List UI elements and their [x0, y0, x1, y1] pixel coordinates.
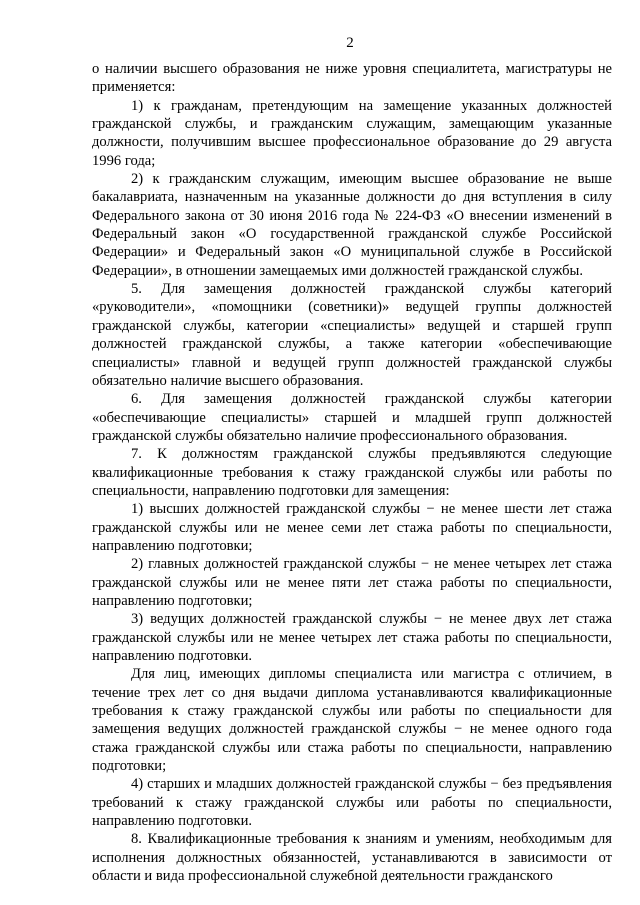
paragraph-clause-6: 6. Для замещения должностей гражданской службы категории «обеспечивающие специалисты» старшей и младшей групп должностей гражданской службы обязательно наличие профессионального образования.: [92, 391, 612, 444]
paragraph-continuation: о наличии высшего образования не ниже уровня специалитета, магистратуры не применяется:: [92, 61, 612, 96]
paragraph-clause-7-item-3: 3) ведущих должностей гражданской службы − не менее двух лет стажа гражданской службы или не менее четырех лет стажа работы по специальности, направлению подготовки.: [92, 611, 612, 664]
paragraph-clause-7: 7. К должностям гражданской службы предъявляются следующие квалификационные требования к стажу гражданской службы или работы по специальности, направлению подготовки для замещения:: [92, 446, 612, 499]
paragraph-honors-diploma: Для лиц, имеющих дипломы специалиста или магистра с отличием, в течение трех лет со дня выдачи диплома устанавливаются квалификационные требования к стажу гражданской службы или работы по специальности для замещения ведущих должностей гражданской службы − не менее одного года стажа гражданской службы или стажа работы по специальности, направлению подготовки;: [92, 666, 612, 775]
paragraph-item-1-graduates-before-1996: 1) к гражданам, претендующим на замещение указанных должностей гражданской службы, и гражданским служащим, замещающим указанные должности, получившим высшее профессиональное образование до 29 августа 1996 года;: [92, 97, 612, 169]
paragraph-item-2-bachelor-holders: 2) к гражданским служащим, имеющим высшее образование не выше бакалавриата, назначенным на указанные должности до дня вступления в силу Федерального закона от 30 июня 2016 года № 224-ФЗ «О внесении изменений в Федеральный закон «О государственной гражданской службе Российской Федерации» и Федеральный закон «О муниципальной службе в Российской Федерации», в отношении замещаемых ими должностей гражданской службы.: [92, 171, 612, 279]
paragraph-clause-7-item-2: 2) главных должностей гражданской службы − не менее четырех лет стажа гражданской службы или не менее пяти лет стажа работы по специальности, направлению подготовки;: [92, 556, 612, 609]
document-page: [92, 34, 612, 885]
paragraph-clause-7-item-4: 4) старших и младших должностей гражданской службы − без предъявления требований к стажу гражданской службы или работы по специальности, направлению подготовки.: [92, 776, 612, 830]
paragraph-clause-8: 8. Квалификационные требования к знаниям и умениям, необходимым для исполнения должностных обязанностей, устанавливаются в зависимости от области и вида профессиональной служебной деятельности гражданского: [92, 831, 612, 885]
page-number: 2: [346, 35, 354, 51]
paragraph-clause-5: 5. Для замещения должностей гражданской службы категорий «руководители», «помощники (советники)» ведущей группы должностей гражданской службы, категории «специалисты» ведущей и старшей групп должностей гражданской службы, а также категории «обеспечивающие специалисты» главной и ведущей групп должностей гражданской службы обязательно наличие высшего образования.: [92, 281, 612, 389]
paragraph-clause-7-item-1: 1) высших должностей гражданской службы − не менее шести лет стажа гражданской службы или не менее семи лет стажа работы по специальности, направлению подготовки;: [92, 501, 612, 554]
